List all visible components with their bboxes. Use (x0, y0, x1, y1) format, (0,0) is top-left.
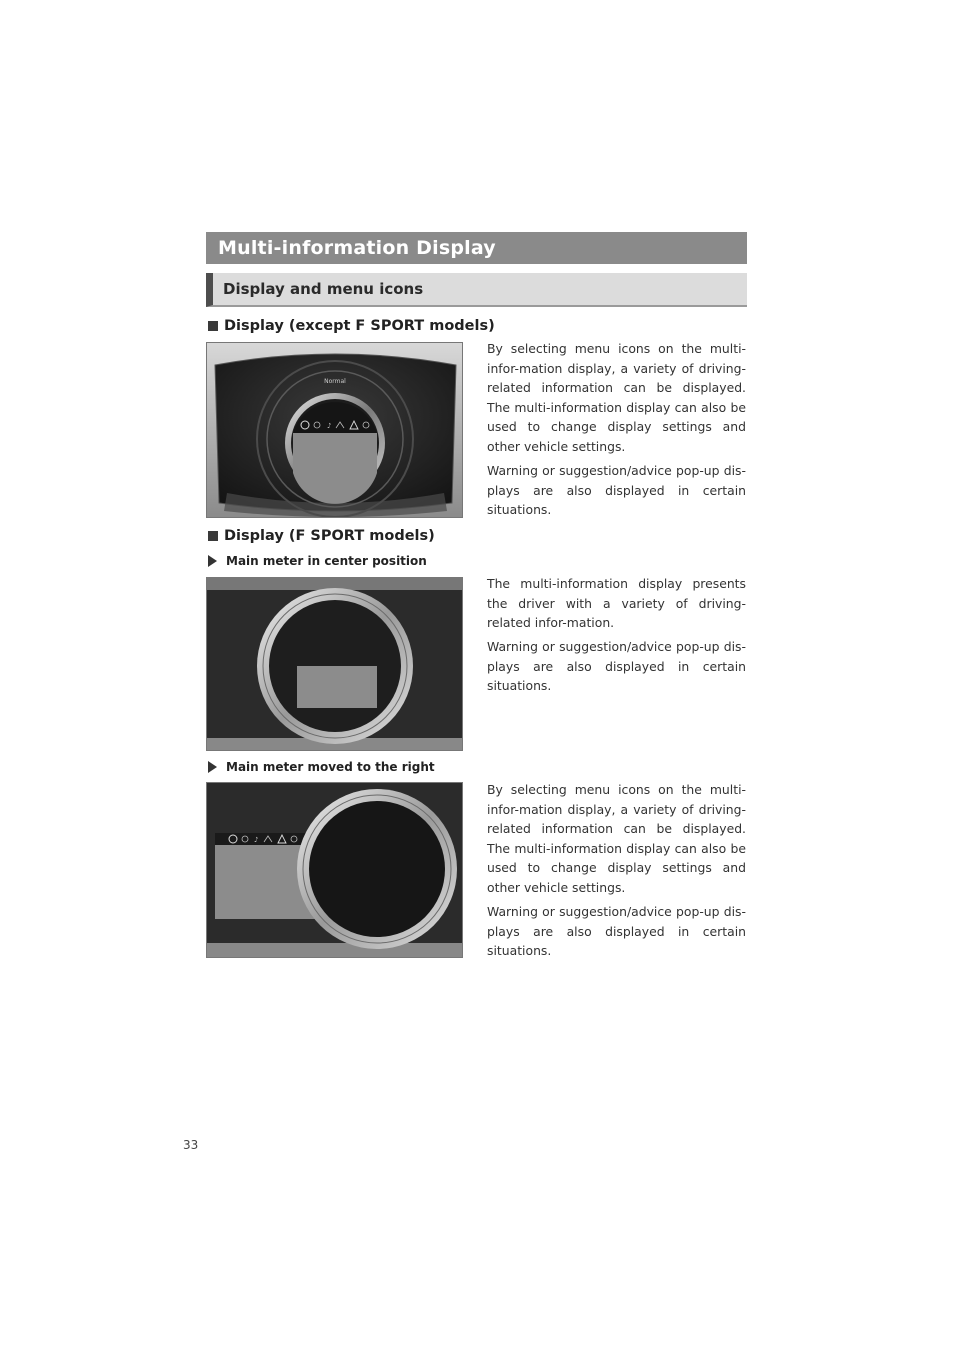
figure-right-meter (206, 782, 463, 958)
figure-standard-display (206, 342, 463, 518)
figure-center-meter (206, 577, 463, 751)
block1-paragraph-1: By selecting menu icons on the multi-infor-mation display, a variety of driving-related information can be displayed. The multi-information display can also be used to change display settings and other vehicle settings. (487, 341, 746, 454)
block2-sub1-paragraph-2: Warning or suggestion/advice pop-up dis-plays are also displayed in certain situations. (487, 639, 746, 693)
right-meter-illustration (207, 783, 463, 958)
music-icon: ♪ (327, 422, 332, 430)
triangle-bullet-icon (208, 761, 217, 773)
subheading-text: Main meter moved to the right (226, 760, 435, 774)
heading-text: Display (F SPORT models) (224, 528, 435, 544)
section-title: Multi-information Display (218, 237, 496, 259)
drive-mode-label: Normal (324, 378, 346, 385)
section-title-bar (206, 232, 747, 264)
subheading-text: Main meter in center position (226, 554, 427, 568)
block1-paragraph-2: Warning or suggestion/advice pop-up dis-plays are also displayed in certain situations. (487, 463, 746, 517)
subheading-moved-right (208, 760, 435, 774)
subsection-title: Display and menu icons (223, 280, 424, 298)
heading-text: Display (except F SPORT models) (224, 318, 495, 334)
subheading-center-position (208, 554, 427, 568)
subsection-title-bar (206, 273, 747, 307)
square-bullet-icon (208, 531, 218, 541)
standard-meter-illustration (207, 343, 463, 518)
center-meter-illustration (207, 578, 463, 751)
triangle-bullet-icon (208, 555, 217, 567)
music-icon: ♪ (254, 836, 259, 844)
block2-sub1-paragraph-1: The multi-information display presents the driver with a variety of driving-related infor-mation. (487, 576, 746, 630)
heading-display-fsport (208, 528, 435, 544)
page-number: 33 (183, 1138, 199, 1152)
heading-display-standard (208, 318, 495, 334)
block2-sub2-paragraph-2: Warning or suggestion/advice pop-up dis-plays are also displayed in certain situations. (487, 904, 746, 958)
block2-sub2-paragraph-1: By selecting menu icons on the multi-infor-mation display, a variety of driving-related information can be displayed. The multi-information display can also be used to change display settings and other vehicle settings. (487, 782, 746, 895)
square-bullet-icon (208, 321, 218, 331)
